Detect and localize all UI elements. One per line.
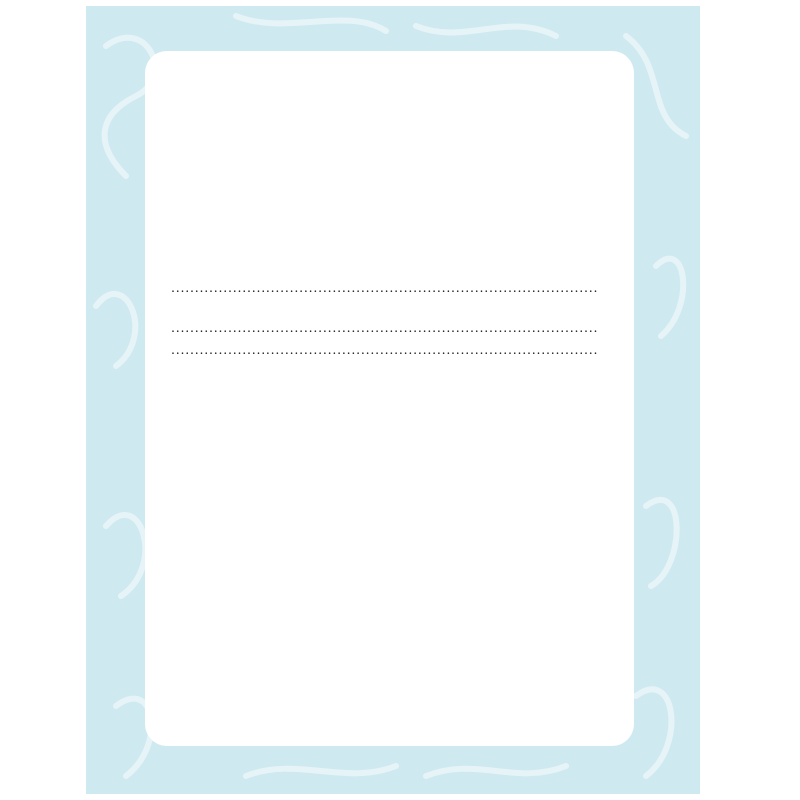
toc-row[interactable] xyxy=(170,341,600,359)
toc-row[interactable] xyxy=(170,279,600,297)
leader-dots xyxy=(171,341,599,359)
toc-row[interactable] xyxy=(170,319,600,337)
leader-dots xyxy=(171,279,599,297)
section-contents xyxy=(170,279,600,377)
contents-card xyxy=(145,51,634,746)
leader-dots xyxy=(171,319,599,337)
entry-title[interactable] xyxy=(170,301,600,319)
folk-flower-ornament xyxy=(196,183,551,219)
